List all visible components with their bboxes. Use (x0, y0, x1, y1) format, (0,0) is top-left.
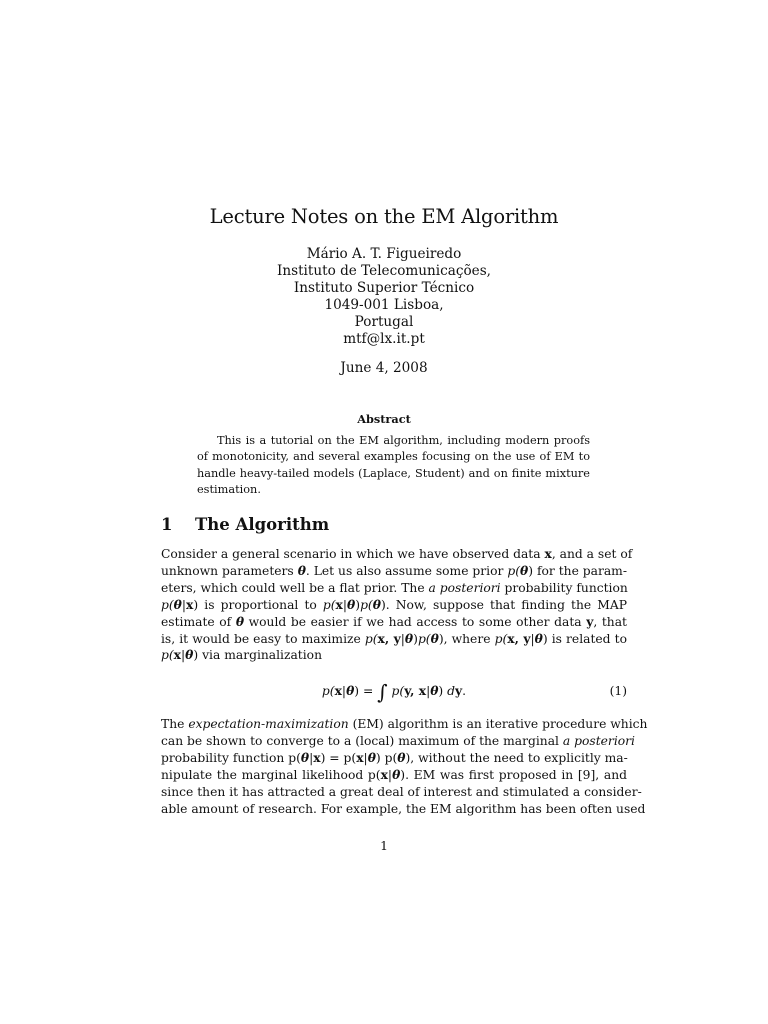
paragraph-2 (161, 716, 648, 817)
paragraph-line: probability function p(θ|x) = p(x|θ) p(θ), without the need to explicitly ma- (161, 749, 628, 765)
equation-body: p(x|θ) = ∫ p(y, x|θ) dy. (321, 680, 467, 704)
paragraph-line: is, it would be easy to maximize p(x, y|θ)p(θ), where p(x, y|θ) is related to (161, 630, 627, 646)
page-number: 1 (380, 839, 388, 853)
author-block (0, 246, 768, 348)
author-email: mtf@lx.it.pt (343, 331, 425, 347)
paragraph-line: able amount of research. For example, the EM algorithm has been often used (161, 801, 646, 816)
abstract-line: of monotonicity, and several examples focusing on the use of EM to (197, 450, 590, 464)
paragraph-line: eters, which could well be a flat prior. The a posteriori probability function (161, 580, 628, 595)
abstract-line: estimation. (197, 483, 261, 497)
paragraph-line: since then it has attracted a great deal of interest and stimulated a consider- (161, 784, 642, 799)
affiliation-line: 1049-001 Lisboa, (324, 297, 444, 313)
paragraph-line: The expectation-maximization (EM) algorithm is an iterative procedure which (161, 717, 648, 731)
abstract-line: This is a tutorial on the EM algorithm, including modern proofs (217, 434, 590, 447)
paragraph-1 (161, 546, 633, 664)
section-title: The Algorithm (195, 515, 330, 534)
paragraph-line: unknown parameters θ. Let us also assume some prior p(θ) for the param- (161, 562, 628, 578)
affiliation-line: Instituto Superior Técnico (293, 280, 475, 296)
affiliation-line: Instituto de Telecomunicações, (276, 263, 491, 279)
abstract-body (197, 433, 590, 499)
abstract-line: handle heavy-tailed models (Laplace, Student) and on finite mixture (197, 466, 590, 480)
paragraph-line: estimate of θ would be easier if we had access to some other data y, that (161, 613, 627, 629)
paragraph-line: can be shown to converge to a (local) maximum of the marginal a posteriori (161, 733, 635, 748)
section-heading (161, 514, 329, 536)
author-name: Mário A. T. Figueiredo (306, 246, 462, 262)
paper-date: June 4, 2008 (340, 360, 428, 376)
paragraph-line: p(x|θ) via marginalization (161, 647, 322, 663)
equation-1 (161, 680, 627, 702)
section-number: 1 (161, 515, 173, 534)
abstract-heading: Abstract (357, 412, 411, 426)
equation-number: (1) (609, 684, 627, 698)
paragraph-line: nipulate the marginal likelihood p(x|θ). EM was first proposed in [9], and (161, 766, 627, 782)
affiliation-line: Portugal (354, 314, 414, 330)
integral-sign: ∫ (377, 680, 388, 704)
paper-title: Lecture Notes on the EM Algorithm (209, 205, 559, 228)
paragraph-line: p(θ|x) is proportional to p(x|θ)p(θ). Now, suppose that finding the MAP (161, 596, 627, 612)
paragraph-line: Consider a general scenario in which we have observed data x, and a set of (161, 546, 633, 561)
